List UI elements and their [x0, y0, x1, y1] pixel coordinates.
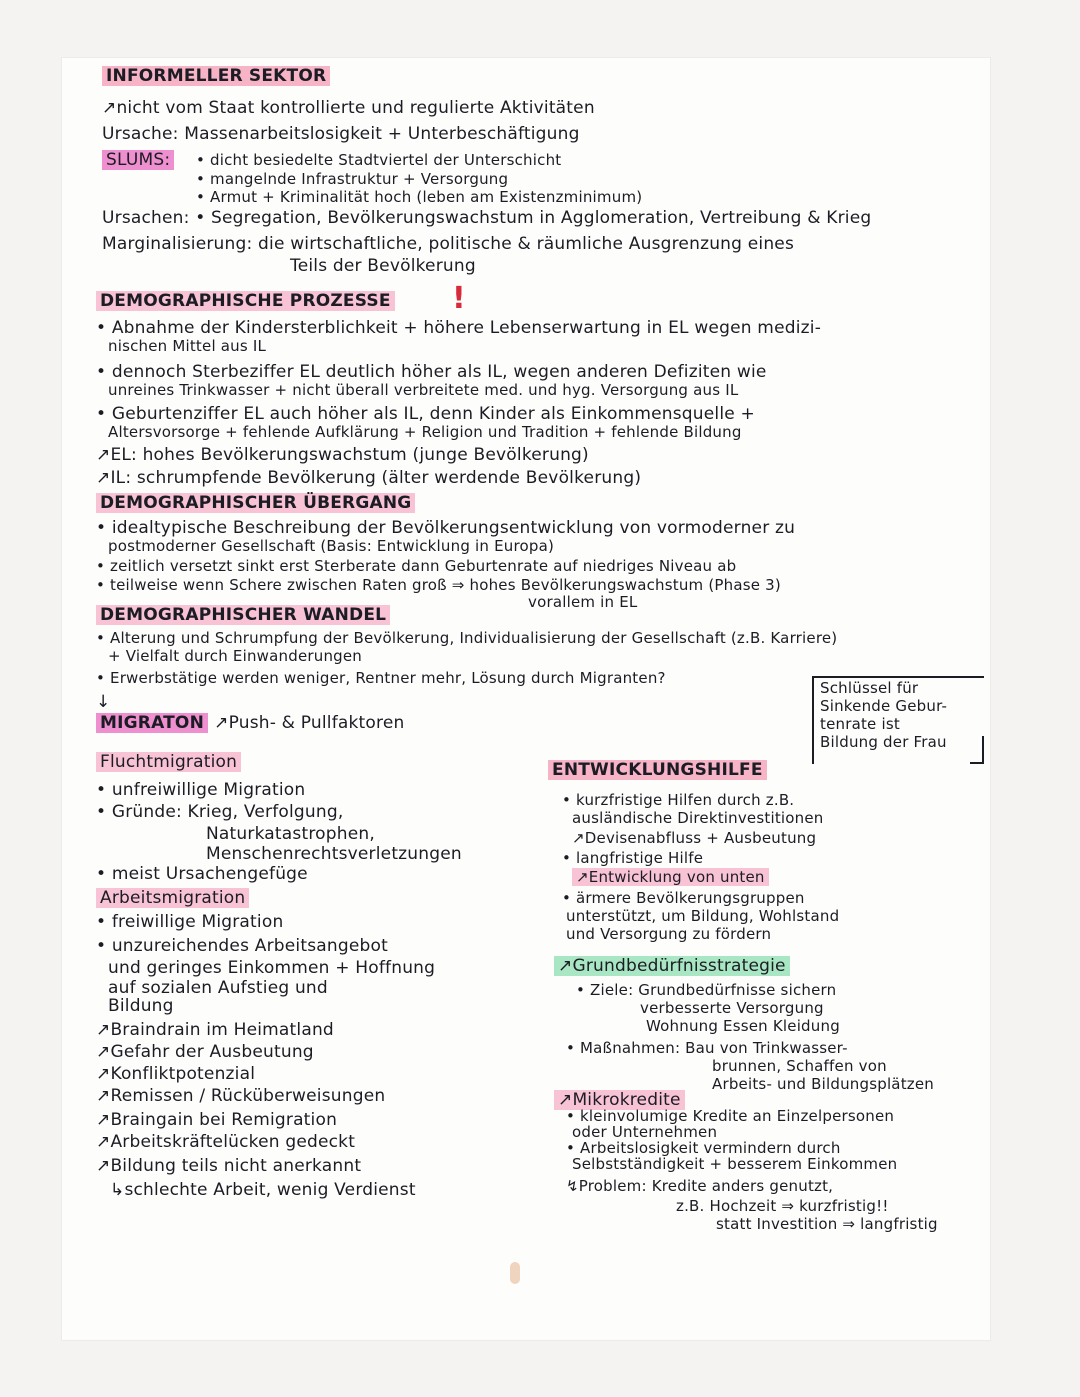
text-line: unreines Trinkwasser + nicht überall verbreitete med. und hyg. Versorgung aus IL	[108, 381, 739, 399]
text-line: ↗Gefahr der Ausbeutung	[96, 1042, 314, 1062]
text-line: • Arbeitslosigkeit vermindern durch	[566, 1139, 841, 1157]
text-line: ↗Braingain bei Remigration	[96, 1110, 338, 1130]
text-line: Teils der Bevölkerung	[290, 256, 476, 276]
note-bracket-end	[970, 736, 984, 764]
text-line: • meist Ursachengefüge	[96, 864, 308, 884]
text-line: ↗Bildung teils nicht anerkannt	[96, 1156, 362, 1176]
heading-demographische-prozesse: DEMOGRAPHISCHE PROZESSE	[96, 291, 395, 311]
text-line: unterstützt, um Bildung, Wohlstand	[566, 907, 840, 925]
text-line: ausländische Direktinvestitionen	[572, 809, 824, 827]
text-line: ↯Problem: Kredite anders genutzt,	[566, 1177, 834, 1195]
text-line: • zeitlich versetzt sinkt erst Sterberate dann Geburtenrate auf niedriges Niveau ab	[96, 557, 737, 575]
text-line: Arbeits- und Bildungsplätzen	[712, 1075, 934, 1093]
note-line: tenrate ist	[820, 715, 900, 733]
text-line: z.B. Hochzeit ⇒ kurzfristig!!	[676, 1197, 889, 1215]
text-line: Selbstständigkeit + besserem Einkommen	[572, 1155, 898, 1173]
text-line: • Geburtenziffer EL auch höher als IL, denn Kinder als Einkommensquelle +	[96, 404, 755, 424]
text-line: ↗nicht vom Staat kontrollierte und regulierte Aktivitäten	[102, 98, 595, 118]
heading-migration: MIGRATON ↗Push- & Pullfaktoren	[96, 713, 404, 733]
text-line: • unfreiwillige Migration	[96, 780, 306, 800]
text-line: Marginalisierung: die wirtschaftliche, politische & räumliche Ausgrenzung eines	[102, 234, 795, 254]
text-line: auf sozialen Aufstieg und	[108, 978, 328, 998]
text-line: vorallem in EL	[528, 593, 638, 611]
text-line: und Versorgung zu fördern	[566, 925, 772, 943]
note-line: Bildung der Frau	[820, 733, 947, 751]
note-line: Sinkende Gebur-	[820, 697, 948, 715]
text-line: ↗Devisenabfluss + Ausbeutung	[572, 829, 817, 847]
text-line: • ärmere Bevölkerungsgruppen	[562, 889, 805, 907]
text-line: + Vielfalt durch Einwanderungen	[108, 647, 363, 665]
text-line: • Alterung und Schrumpfung der Bevölkerung, Individualisierung der Gesellschaft (z.B. Karriere)	[96, 629, 838, 647]
text-line: • Erwerbstätige werden weniger, Rentner mehr, Lösung durch Migranten?	[96, 669, 666, 687]
heading-grundbeduerfnisstrategie: ↗Grundbedürfnisstrategie	[554, 956, 790, 976]
heading-arbeitsmigration: Arbeitsmigration	[96, 888, 249, 908]
heading-entwicklungshilfe: ENTWICKLUNGSHILFE	[548, 760, 767, 780]
text-line: verbesserte Versorgung	[640, 999, 824, 1017]
text-line: ↗Remissen / Rücküberweisungen	[96, 1086, 386, 1106]
text-line: Wohnung Essen Kleidung	[646, 1017, 840, 1035]
text-line: • Ziele: Grundbedürfnisse sichern	[576, 981, 837, 999]
text-line: statt Investition ⇒ langfristig	[716, 1215, 938, 1233]
text-line: und geringes Einkommen + Hoffnung	[108, 958, 436, 978]
exclamation-mark: !	[452, 281, 466, 316]
heading-informeller-sektor: INFORMELLER SEKTOR	[102, 66, 330, 86]
label-slums: SLUMS:	[102, 150, 174, 170]
heading-demographischer-wandel: DEMOGRAPHISCHER WANDEL	[96, 605, 390, 625]
text-line: • Armut + Kriminalität hoch (leben am Existenzminimum)	[196, 188, 643, 206]
text-line: ↗Arbeitskräftelücken gedeckt	[96, 1132, 356, 1152]
text-line: ↗IL: schrumpfende Bevölkerung (älter werdende Bevölkerung)	[96, 468, 642, 488]
heading-mikrokredite: ↗Mikrokredite	[554, 1090, 685, 1110]
text-line: • Gründe: Krieg, Verfolgung,	[96, 802, 344, 822]
down-arrow-icon: ↓	[96, 692, 111, 712]
text-line: ↗Konfliktpotenzial	[96, 1064, 256, 1084]
text-line: oder Unternehmen	[572, 1123, 718, 1141]
text-line: Ursachen: • Segregation, Bevölkerungswachstum in Agglomeration, Vertreibung & Krieg	[102, 208, 872, 228]
text-line: • mangelnde Infrastruktur + Versorgung	[196, 170, 509, 188]
text-line: • idealtypische Beschreibung der Bevölkerungsentwicklung von vormoderner zu	[96, 518, 796, 538]
heading-demographischer-uebergang: DEMOGRAPHISCHER ÜBERGANG	[96, 493, 415, 513]
text-line: • dennoch Sterbeziffer EL deutlich höher als IL, wegen anderen Defiziten wie	[96, 362, 767, 382]
text-line: ↗Braindrain im Heimatland	[96, 1020, 334, 1040]
text-line: • Abnahme der Kindersterblichkeit + höhere Lebenserwartung in EL wegen medizi-	[96, 318, 822, 338]
text-line: Menschenrechtsverletzungen	[206, 844, 462, 864]
text-line: • freiwillige Migration	[96, 912, 284, 932]
text-line: Altersvorsorge + fehlende Aufklärung + Religion und Tradition + fehlende Bildung	[108, 423, 742, 441]
text-line: Bildung	[108, 996, 174, 1016]
heading-fluchtmigration: Fluchtmigration	[96, 752, 241, 772]
text-line: ↳schlechte Arbeit, wenig Verdienst	[110, 1180, 416, 1200]
text-line: Ursache: Massenarbeitslosigkeit + Unterbeschäftigung	[102, 124, 580, 144]
text-line: Naturkatastrophen,	[206, 824, 375, 844]
text-line: • Maßnahmen: Bau von Trinkwasser-	[566, 1039, 848, 1057]
note-line: Schlüssel für	[820, 679, 919, 697]
text-line: • kleinvolumige Kredite an Einzelpersonen	[566, 1107, 895, 1125]
text-line: ↗EL: hohes Bevölkerungswachstum (junge Bevölkerung)	[96, 445, 589, 465]
text-line: • unzureichendes Arbeitsangebot	[96, 936, 388, 956]
text-line: • dicht besiedelte Stadtviertel der Unterschicht	[196, 151, 562, 169]
text-line: • langfristige Hilfe	[562, 849, 704, 867]
text-line: ↗Entwicklung von unten	[572, 869, 769, 886]
text-line: brunnen, Schaffen von	[712, 1057, 887, 1075]
text-line: • teilweise wenn Schere zwischen Raten groß ⇒ hohes Bevölkerungswachstum (Phase 3)	[96, 576, 781, 594]
text-line: • kurzfristige Hilfen durch z.B.	[562, 791, 795, 809]
text-line: nischen Mittel aus IL	[108, 337, 267, 355]
ink-smudge	[510, 1262, 520, 1284]
text-line: postmoderner Gesellschaft (Basis: Entwicklung in Europa)	[108, 537, 555, 555]
